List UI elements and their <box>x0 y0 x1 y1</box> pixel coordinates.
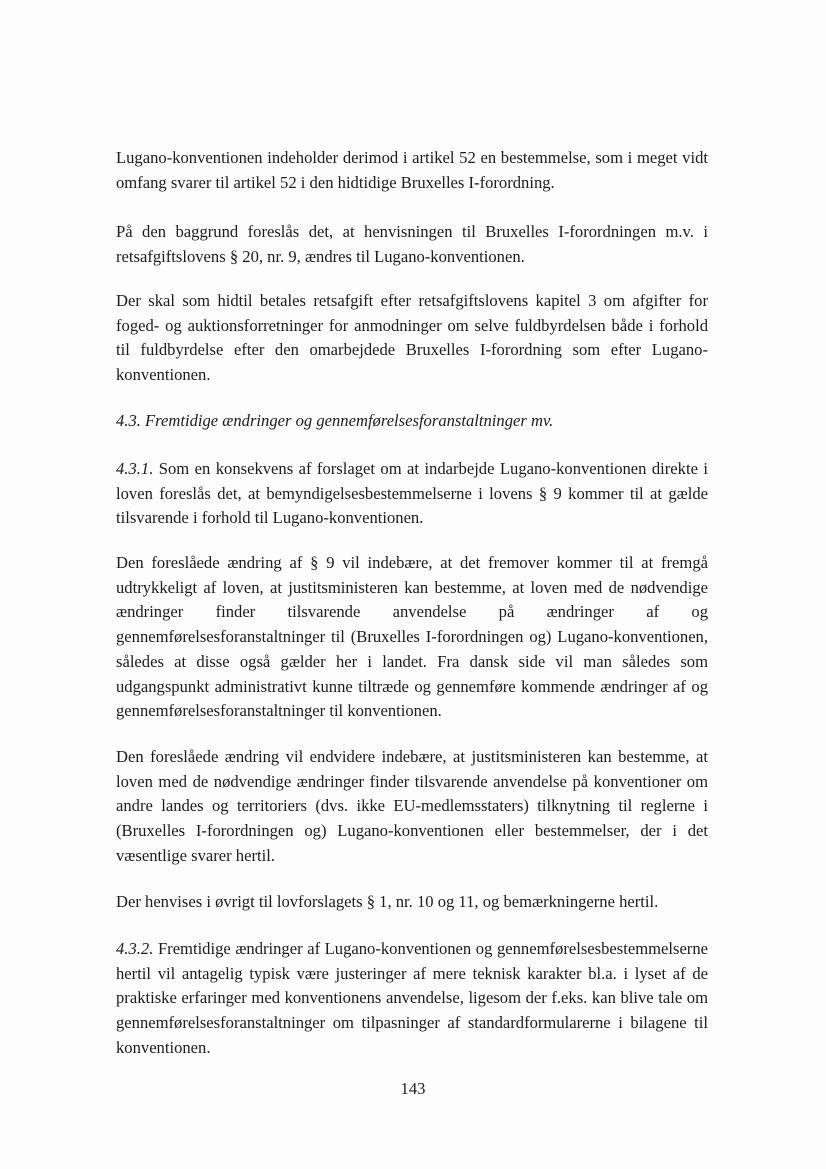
section-heading: 4.3. Fremtidige ændringer og gennemførelsesforanstaltninger mv. <box>116 411 554 430</box>
page-number: 143 <box>400 1079 426 1098</box>
paragraph-text: Fremtidige ændringer af Lugano-konventionen og gennemførelsesbestemmelserne hertil vil antagelig typisk være justeringer af mere teknisk karakter bl.a. i lyset af de praktiske erfaringer med konventionens anvendelse, ligesom der f.eks. kan blive tale om gennemførelsesforanstaltninger om tilpasninger af standardformularerne i bilagene til konventionen. <box>116 939 708 1057</box>
paragraph-retsafgift-reference <box>116 220 708 269</box>
paragraph-text: Som en konsekvens af forslaget om at indarbejde Lugano-konventionen direkte i loven foreslås det, at bemyndigelsesbestemmelserne i lovens § 9 kommer til at gælde tilsvarende i forhold til Lugano-konventionen. <box>116 459 708 528</box>
paragraph-text: Den foreslåede ændring af § 9 vil indebære, at det fremover kommer til at fremgå udtrykkeligt af loven, at justitsministeren kan bestemme, at loven med de nødvendige ændringer finder tilsvarende anvendelse på ændringer af og gennemførelsesforanstaltninger til (Bruxelles I-forordningen og) Lugano-konventionen, således at disse også gælder her i landet. Fra dansk side vil man således som udgangspunkt administrativt kunne tiltræde og gennemføre kommende ændringer af og gennemførelsesforanstaltninger til konventionen. <box>116 553 708 721</box>
paragraph-number: 4.3.2. <box>116 939 154 958</box>
paragraph-text: På den baggrund foreslås det, at henvisningen til Bruxelles I-forordningen m.v. i retsafgiftslovens § 20, nr. 9, ændres til Lugano-konventionen. <box>116 222 708 266</box>
paragraph-lugano-article-52 <box>116 146 708 195</box>
paragraph-retsafgift-chapter-3 <box>116 289 708 388</box>
paragraph-reference <box>116 890 708 915</box>
paragraph-text: Der skal som hidtil betales retsafgift efter retsafgiftslovens kapitel 3 om afgifter for foged- og auktionsforretninger for anmodninger om selve fuldbyrdelsen både i forhold til fuldbyrdelse efter den omarbejdede Bruxelles I-forordning som efter Lugano-konventionen. <box>116 291 708 385</box>
paragraph-text: Lugano-konventionen indeholder derimod i artikel 52 en bestemmelse, som i meget vidt omfang svarer til artikel 52 i den hidtidige Bruxelles I-forordning. <box>116 148 708 192</box>
paragraph-number: 4.3.1. <box>116 459 154 478</box>
paragraph-4-3-2 <box>116 937 708 1061</box>
paragraph-text: Der henvises i øvrigt til lovforslagets § 1, nr. 10 og 11, og bemærkningerne hertil. <box>116 892 659 911</box>
paragraph-4-3-1 <box>116 457 708 531</box>
paragraph-territories <box>116 745 708 869</box>
paragraph-section-9-change <box>116 551 708 724</box>
paragraph-text: Den foreslåede ændring vil endvidere indebære, at justitsministeren kan bestemme, at loven med de nødvendige ændringer finder tilsvarende anvendelse på konventioner om andre landes og territoriers (dvs. ikke EU-medlemsstaters) tilknytning til reglerne i (Bruxelles I-forordningen og) Lugano-konventionen eller bestemmelser, der i det væsentlige svarer hertil. <box>116 747 708 865</box>
